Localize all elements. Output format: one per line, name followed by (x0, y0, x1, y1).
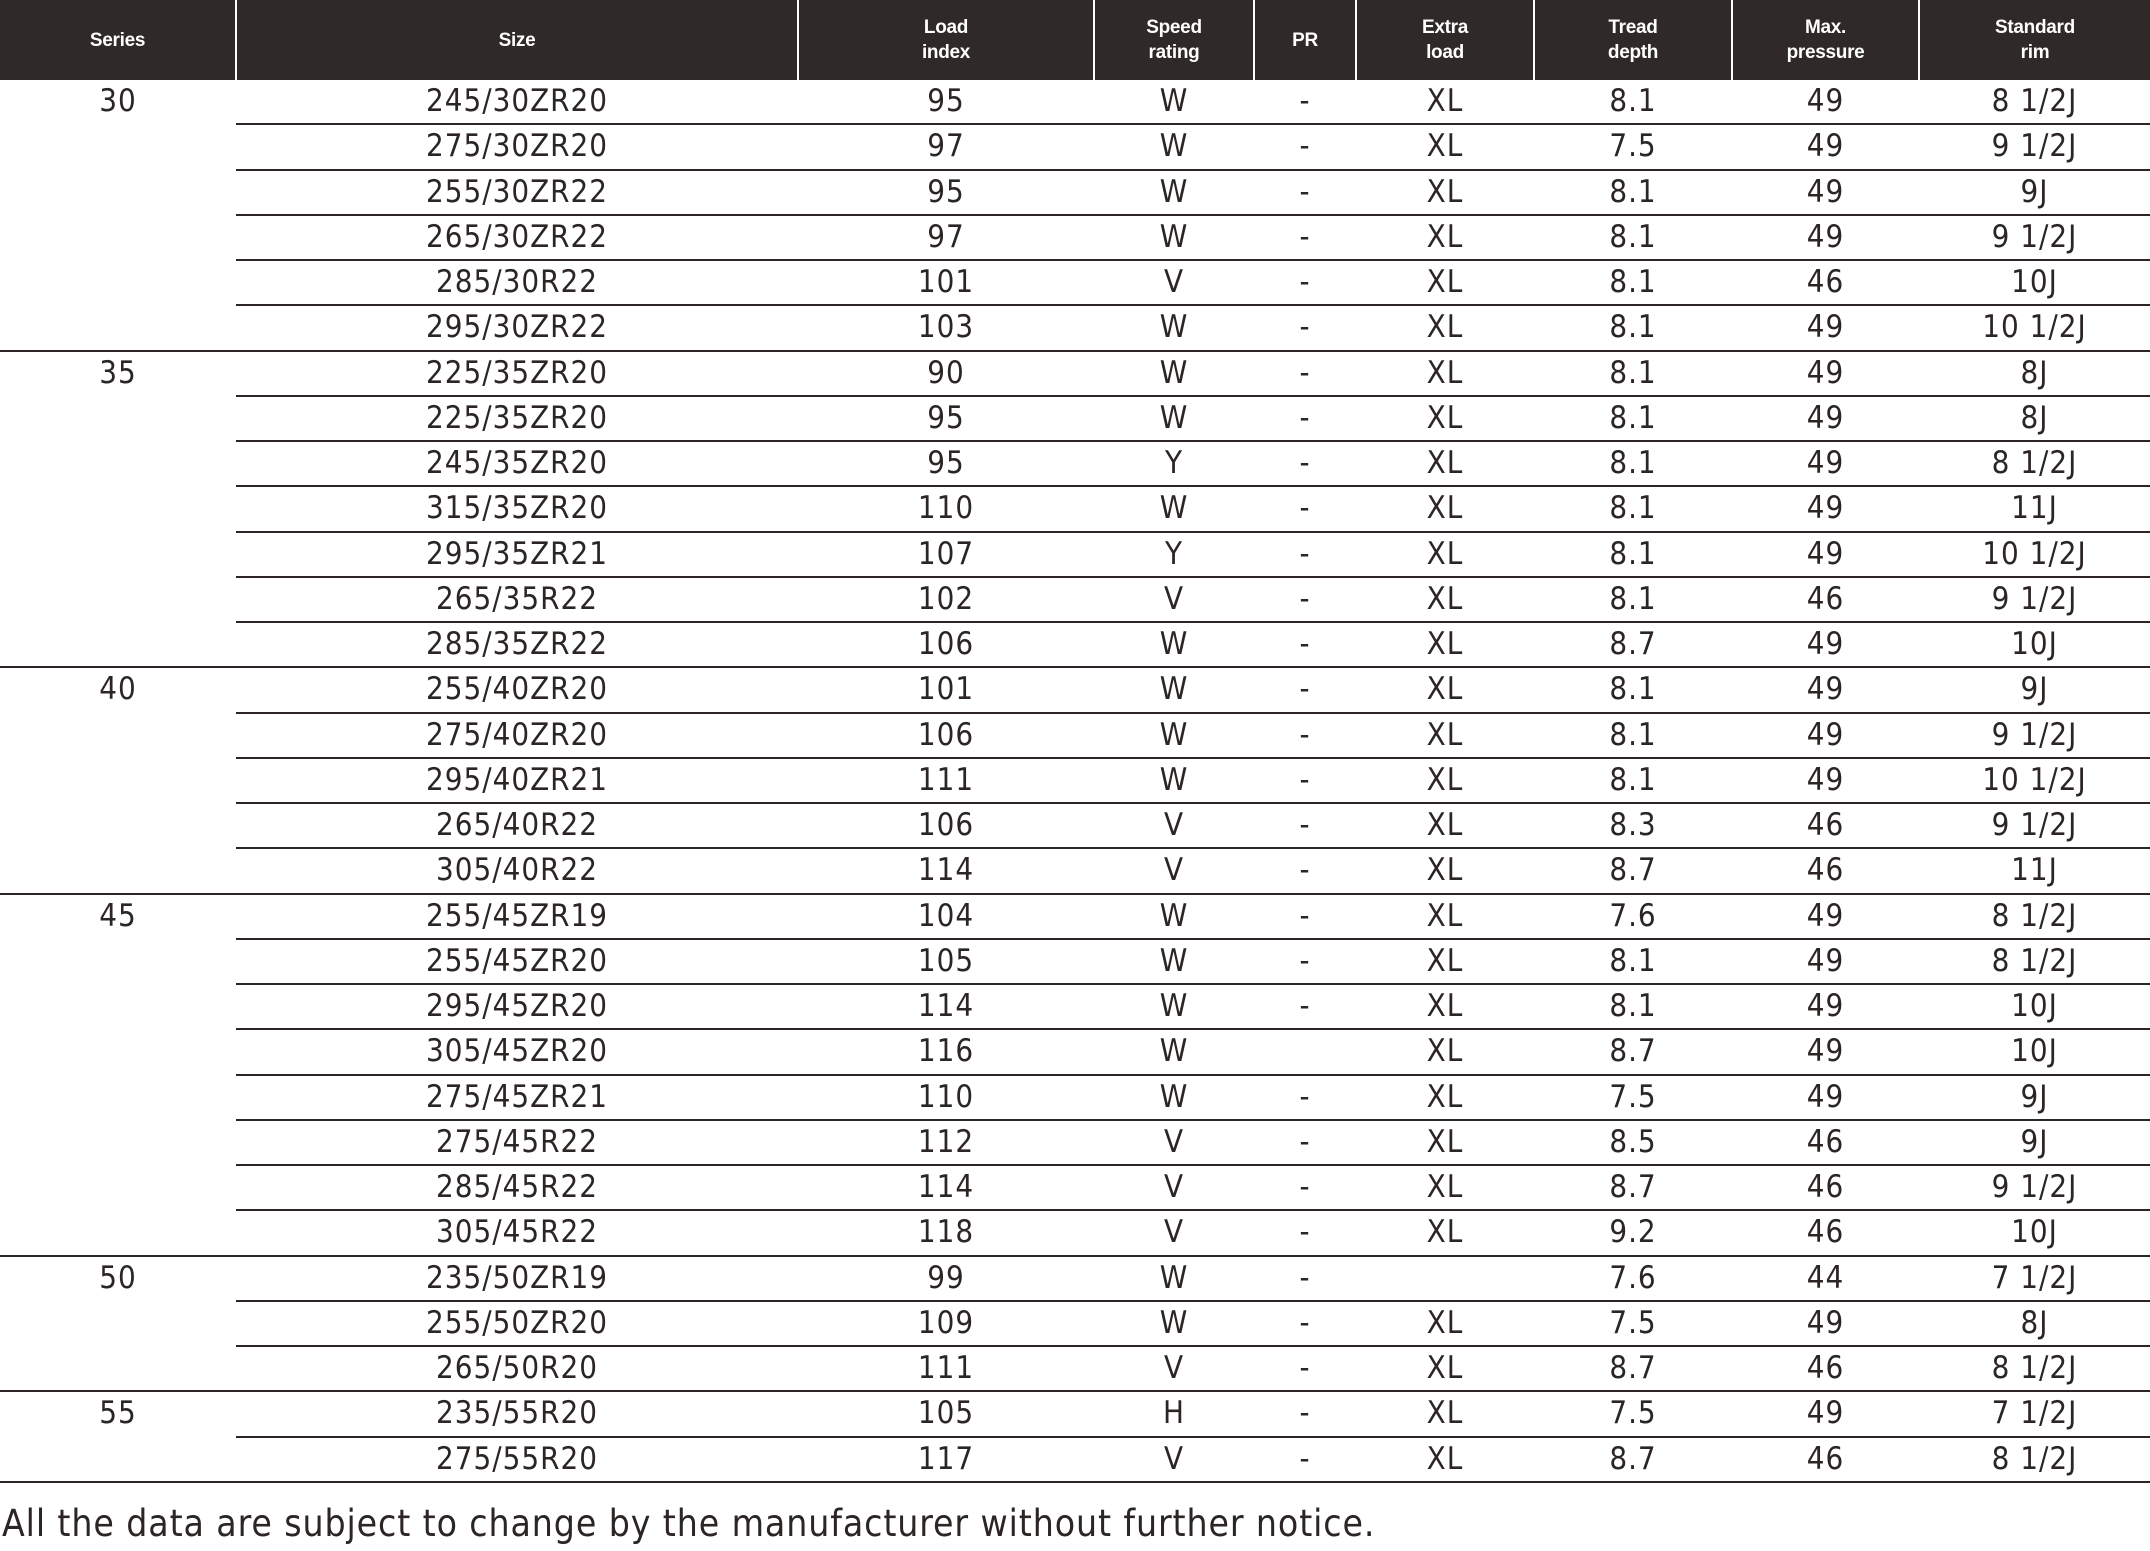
table-row (0, 80, 2150, 124)
table-header (0, 0, 2150, 80)
max-pressure-cell: 49 (1732, 1075, 1919, 1120)
table-row (0, 848, 2150, 893)
speed-rating-cell: V (1094, 848, 1254, 893)
max-pressure-cell: 49 (1732, 622, 1919, 667)
tread-depth-cell: 8.7 (1534, 1029, 1732, 1074)
header-speed-rating: Speed rating (1094, 0, 1254, 80)
load-index-cell: 114 (798, 848, 1094, 893)
pr-cell: - (1254, 1391, 1356, 1436)
standard-rim-cell: 7 1/2J (1919, 1391, 2150, 1436)
extra-load-cell: XL (1356, 1210, 1534, 1255)
extra-load-cell: XL (1356, 803, 1534, 848)
speed-rating-cell: W (1094, 486, 1254, 531)
size-cell: 285/35ZR22 (236, 622, 798, 667)
tread-depth-cell: 7.5 (1534, 1301, 1732, 1346)
size-cell: 275/30ZR20 (236, 124, 798, 169)
tread-depth-cell: 8.1 (1534, 667, 1732, 712)
tread-depth-cell: 7.5 (1534, 1391, 1732, 1436)
pr-cell: - (1254, 396, 1356, 441)
speed-rating-cell: V (1094, 1437, 1254, 1482)
max-pressure-cell: 46 (1732, 1437, 1919, 1482)
table-row (0, 1029, 2150, 1074)
load-index-cell: 110 (798, 1075, 1094, 1120)
tread-depth-cell: 7.5 (1534, 1075, 1732, 1120)
series-cell: 45 (0, 894, 236, 1256)
tread-depth-cell: 8.7 (1534, 1346, 1732, 1391)
standard-rim-cell: 10J (1919, 1029, 2150, 1074)
extra-load-cell: XL (1356, 1075, 1534, 1120)
tread-depth-cell: 7.5 (1534, 124, 1732, 169)
standard-rim-cell: 8 1/2J (1919, 1346, 2150, 1391)
speed-rating-cell: W (1094, 1075, 1254, 1120)
speed-rating-cell: V (1094, 1120, 1254, 1165)
extra-load-cell: XL (1356, 260, 1534, 305)
header-size: Size (236, 0, 798, 80)
standard-rim-cell: 10J (1919, 1210, 2150, 1255)
speed-rating-cell: H (1094, 1391, 1254, 1436)
load-index-cell: 107 (798, 532, 1094, 577)
series-cell: 50 (0, 1256, 236, 1392)
extra-load-cell: XL (1356, 1029, 1534, 1074)
pr-cell: - (1254, 1346, 1356, 1391)
standard-rim-cell: 10J (1919, 260, 2150, 305)
load-index-cell: 95 (798, 441, 1094, 486)
table-row (0, 486, 2150, 531)
table-row (0, 939, 2150, 984)
max-pressure-cell: 46 (1732, 848, 1919, 893)
size-cell: 285/30R22 (236, 260, 798, 305)
speed-rating-cell: Y (1094, 441, 1254, 486)
standard-rim-cell: 10 1/2J (1919, 532, 2150, 577)
table-row (0, 124, 2150, 169)
pr-cell: - (1254, 939, 1356, 984)
standard-rim-cell: 11J (1919, 486, 2150, 531)
pr-cell: - (1254, 441, 1356, 486)
standard-rim-cell: 9 1/2J (1919, 1165, 2150, 1210)
size-cell: 255/45ZR20 (236, 939, 798, 984)
pr-cell: - (1254, 667, 1356, 712)
speed-rating-cell: W (1094, 894, 1254, 939)
pr-cell: - (1254, 848, 1356, 893)
size-cell: 275/40ZR20 (236, 713, 798, 758)
pr-cell: - (1254, 758, 1356, 803)
pr-cell: - (1254, 1437, 1356, 1482)
table-row (0, 984, 2150, 1029)
max-pressure-cell: 46 (1732, 1165, 1919, 1210)
tread-depth-cell: 8.1 (1534, 984, 1732, 1029)
series-cell: 35 (0, 351, 236, 668)
standard-rim-cell: 9 1/2J (1919, 215, 2150, 260)
pr-cell (1254, 1029, 1356, 1074)
speed-rating-cell: W (1094, 170, 1254, 215)
table-row (0, 1165, 2150, 1210)
size-cell: 315/35ZR20 (236, 486, 798, 531)
table-row (0, 894, 2150, 939)
tread-depth-cell: 8.1 (1534, 486, 1732, 531)
extra-load-cell: XL (1356, 667, 1534, 712)
load-index-cell: 95 (798, 396, 1094, 441)
standard-rim-cell: 10 1/2J (1919, 758, 2150, 803)
series-cell: 40 (0, 667, 236, 893)
load-index-cell: 104 (798, 894, 1094, 939)
speed-rating-cell: W (1094, 667, 1254, 712)
load-index-cell: 105 (798, 1391, 1094, 1436)
extra-load-cell: XL (1356, 396, 1534, 441)
standard-rim-cell: 8J (1919, 396, 2150, 441)
size-cell: 225/35ZR20 (236, 396, 798, 441)
standard-rim-cell: 9 1/2J (1919, 803, 2150, 848)
load-index-cell: 112 (798, 1120, 1094, 1165)
extra-load-cell: XL (1356, 1120, 1534, 1165)
load-index-cell: 95 (798, 170, 1094, 215)
max-pressure-cell: 49 (1732, 170, 1919, 215)
size-cell: 305/45R22 (236, 1210, 798, 1255)
standard-rim-cell: 8J (1919, 1301, 2150, 1346)
max-pressure-cell: 49 (1732, 894, 1919, 939)
standard-rim-cell: 9 1/2J (1919, 713, 2150, 758)
tread-depth-cell: 8.1 (1534, 939, 1732, 984)
speed-rating-cell: W (1094, 758, 1254, 803)
size-cell: 265/40R22 (236, 803, 798, 848)
tread-depth-cell: 8.1 (1534, 170, 1732, 215)
standard-rim-cell: 8 1/2J (1919, 894, 2150, 939)
size-cell: 235/50ZR19 (236, 1256, 798, 1301)
size-cell: 245/30ZR20 (236, 80, 798, 124)
extra-load-cell: XL (1356, 577, 1534, 622)
standard-rim-cell: 10J (1919, 984, 2150, 1029)
table-row (0, 1301, 2150, 1346)
max-pressure-cell: 49 (1732, 713, 1919, 758)
max-pressure-cell: 46 (1732, 803, 1919, 848)
speed-rating-cell: W (1094, 1029, 1254, 1074)
table-row (0, 441, 2150, 486)
standard-rim-cell: 8 1/2J (1919, 441, 2150, 486)
tread-depth-cell: 8.1 (1534, 441, 1732, 486)
standard-rim-cell: 9J (1919, 1120, 2150, 1165)
table-row (0, 260, 2150, 305)
standard-rim-cell: 9J (1919, 1075, 2150, 1120)
table-row (0, 713, 2150, 758)
extra-load-cell: XL (1356, 939, 1534, 984)
pr-cell: - (1254, 486, 1356, 531)
pr-cell: - (1254, 1210, 1356, 1255)
extra-load-cell: XL (1356, 1437, 1534, 1482)
speed-rating-cell: W (1094, 984, 1254, 1029)
table-row (0, 758, 2150, 803)
max-pressure-cell: 49 (1732, 939, 1919, 984)
footnote: All the data are subject to change by the manufacturer without further notice. (2, 1502, 1376, 1545)
pr-cell: - (1254, 577, 1356, 622)
load-index-cell: 90 (798, 351, 1094, 396)
load-index-cell: 99 (798, 1256, 1094, 1301)
standard-rim-cell: 10 1/2J (1919, 305, 2150, 350)
max-pressure-cell: 46 (1732, 260, 1919, 305)
extra-load-cell: XL (1356, 848, 1534, 893)
standard-rim-cell: 9J (1919, 170, 2150, 215)
table-row (0, 170, 2150, 215)
size-cell: 275/45ZR21 (236, 1075, 798, 1120)
extra-load-cell: XL (1356, 984, 1534, 1029)
speed-rating-cell: V (1094, 577, 1254, 622)
standard-rim-cell: 8 1/2J (1919, 80, 2150, 124)
header-load-index: Load index (798, 0, 1094, 80)
load-index-cell: 97 (798, 124, 1094, 169)
size-cell: 285/45R22 (236, 1165, 798, 1210)
load-index-cell: 101 (798, 260, 1094, 305)
extra-load-cell: XL (1356, 486, 1534, 531)
table-row (0, 1256, 2150, 1301)
tread-depth-cell: 8.1 (1534, 532, 1732, 577)
pr-cell: - (1254, 984, 1356, 1029)
max-pressure-cell: 46 (1732, 1120, 1919, 1165)
max-pressure-cell: 49 (1732, 758, 1919, 803)
speed-rating-cell: W (1094, 1301, 1254, 1346)
extra-load-cell: XL (1356, 758, 1534, 803)
extra-load-cell: XL (1356, 441, 1534, 486)
pr-cell: - (1254, 80, 1356, 124)
table-row (0, 305, 2150, 350)
load-index-cell: 114 (798, 1165, 1094, 1210)
extra-load-cell: XL (1356, 80, 1534, 124)
pr-cell: - (1254, 260, 1356, 305)
speed-rating-cell: W (1094, 1256, 1254, 1301)
max-pressure-cell: 49 (1732, 351, 1919, 396)
load-index-cell: 111 (798, 758, 1094, 803)
pr-cell: - (1254, 305, 1356, 350)
table-row (0, 622, 2150, 667)
size-cell: 255/50ZR20 (236, 1301, 798, 1346)
size-cell: 295/35ZR21 (236, 532, 798, 577)
tread-depth-cell: 7.6 (1534, 1256, 1732, 1301)
standard-rim-cell: 9J (1919, 667, 2150, 712)
size-cell: 305/40R22 (236, 848, 798, 893)
tread-depth-cell: 8.3 (1534, 803, 1732, 848)
extra-load-cell: XL (1356, 124, 1534, 169)
speed-rating-cell: V (1094, 803, 1254, 848)
size-cell: 265/50R20 (236, 1346, 798, 1391)
speed-rating-cell: V (1094, 260, 1254, 305)
pr-cell: - (1254, 1165, 1356, 1210)
tread-depth-cell: 9.2 (1534, 1210, 1732, 1255)
extra-load-cell: XL (1356, 170, 1534, 215)
extra-load-cell: XL (1356, 1391, 1534, 1436)
load-index-cell: 118 (798, 1210, 1094, 1255)
tread-depth-cell: 8.7 (1534, 622, 1732, 667)
extra-load-cell: XL (1356, 305, 1534, 350)
header-standard-rim: Standard rim (1919, 0, 2150, 80)
tread-depth-cell: 8.7 (1534, 1165, 1732, 1210)
max-pressure-cell: 49 (1732, 124, 1919, 169)
tread-depth-cell: 8.7 (1534, 848, 1732, 893)
extra-load-cell: XL (1356, 1165, 1534, 1210)
standard-rim-cell: 8J (1919, 351, 2150, 396)
max-pressure-cell: 49 (1732, 532, 1919, 577)
pr-cell: - (1254, 1120, 1356, 1165)
load-index-cell: 97 (798, 215, 1094, 260)
tread-depth-cell: 8.1 (1534, 215, 1732, 260)
series-cell: 55 (0, 1391, 236, 1482)
load-index-cell: 101 (798, 667, 1094, 712)
standard-rim-cell: 11J (1919, 848, 2150, 893)
extra-load-cell: XL (1356, 532, 1534, 577)
max-pressure-cell: 46 (1732, 1210, 1919, 1255)
table-row (0, 351, 2150, 396)
pr-cell: - (1254, 803, 1356, 848)
max-pressure-cell: 49 (1732, 215, 1919, 260)
speed-rating-cell: W (1094, 215, 1254, 260)
size-cell: 275/45R22 (236, 1120, 798, 1165)
max-pressure-cell: 49 (1732, 305, 1919, 350)
speed-rating-cell: V (1094, 1165, 1254, 1210)
load-index-cell: 95 (798, 80, 1094, 124)
max-pressure-cell: 49 (1732, 396, 1919, 441)
table-row (0, 532, 2150, 577)
tread-depth-cell: 8.1 (1534, 577, 1732, 622)
extra-load-cell: XL (1356, 215, 1534, 260)
extra-load-cell: XL (1356, 713, 1534, 758)
size-cell: 225/35ZR20 (236, 351, 798, 396)
speed-rating-cell: W (1094, 713, 1254, 758)
extra-load-cell: XL (1356, 894, 1534, 939)
extra-load-cell: XL (1356, 1301, 1534, 1346)
size-cell: 265/35R22 (236, 577, 798, 622)
standard-rim-cell: 8 1/2J (1919, 939, 2150, 984)
header-tread-depth: Tread depth (1534, 0, 1732, 80)
table-row (0, 1120, 2150, 1165)
size-cell: 235/55R20 (236, 1391, 798, 1436)
standard-rim-cell: 7 1/2J (1919, 1256, 2150, 1301)
tread-depth-cell: 8.1 (1534, 260, 1732, 305)
size-cell: 245/35ZR20 (236, 441, 798, 486)
tread-depth-cell: 8.1 (1534, 396, 1732, 441)
speed-rating-cell: V (1094, 1210, 1254, 1255)
table-row (0, 1346, 2150, 1391)
pr-cell: - (1254, 713, 1356, 758)
tread-depth-cell: 8.1 (1534, 305, 1732, 350)
pr-cell: - (1254, 1075, 1356, 1120)
speed-rating-cell: W (1094, 622, 1254, 667)
load-index-cell: 105 (798, 939, 1094, 984)
max-pressure-cell: 44 (1732, 1256, 1919, 1301)
speed-rating-cell: W (1094, 351, 1254, 396)
pr-cell: - (1254, 1256, 1356, 1301)
table-row (0, 1437, 2150, 1482)
load-index-cell: 102 (798, 577, 1094, 622)
extra-load-cell: XL (1356, 1346, 1534, 1391)
pr-cell: - (1254, 215, 1356, 260)
tread-depth-cell: 7.6 (1534, 894, 1732, 939)
table-row (0, 215, 2150, 260)
speed-rating-cell: W (1094, 396, 1254, 441)
load-index-cell: 111 (798, 1346, 1094, 1391)
series-cell: 30 (0, 80, 236, 351)
size-cell: 255/45ZR19 (236, 894, 798, 939)
header-max-pressure: Max. pressure (1732, 0, 1919, 80)
table-row (0, 1075, 2150, 1120)
size-cell: 295/30ZR22 (236, 305, 798, 350)
speed-rating-cell: V (1094, 1346, 1254, 1391)
load-index-cell: 109 (798, 1301, 1094, 1346)
size-cell: 275/55R20 (236, 1437, 798, 1482)
tread-depth-cell: 8.5 (1534, 1120, 1732, 1165)
load-index-cell: 106 (798, 803, 1094, 848)
max-pressure-cell: 46 (1732, 1346, 1919, 1391)
pr-cell: - (1254, 351, 1356, 396)
tread-depth-cell: 8.7 (1534, 1437, 1732, 1482)
header-pr: PR (1254, 0, 1356, 80)
standard-rim-cell: 8 1/2J (1919, 1437, 2150, 1482)
load-index-cell: 110 (798, 486, 1094, 531)
standard-rim-cell: 9 1/2J (1919, 577, 2150, 622)
max-pressure-cell: 49 (1732, 667, 1919, 712)
pr-cell: - (1254, 124, 1356, 169)
max-pressure-cell: 49 (1732, 80, 1919, 124)
pr-cell: - (1254, 622, 1356, 667)
tread-depth-cell: 8.1 (1534, 713, 1732, 758)
max-pressure-cell: 49 (1732, 441, 1919, 486)
table-row (0, 667, 2150, 712)
pr-cell: - (1254, 170, 1356, 215)
speed-rating-cell: W (1094, 80, 1254, 124)
standard-rim-cell: 10J (1919, 622, 2150, 667)
load-index-cell: 116 (798, 1029, 1094, 1074)
table-row (0, 803, 2150, 848)
table-row (0, 396, 2150, 441)
extra-load-cell (1356, 1256, 1534, 1301)
table-row (0, 1210, 2150, 1255)
table-body (0, 80, 2150, 1482)
max-pressure-cell: 49 (1732, 486, 1919, 531)
max-pressure-cell: 49 (1732, 1301, 1919, 1346)
pr-cell: - (1254, 894, 1356, 939)
max-pressure-cell: 46 (1732, 577, 1919, 622)
size-cell: 305/45ZR20 (236, 1029, 798, 1074)
tread-depth-cell: 8.1 (1534, 351, 1732, 396)
load-index-cell: 117 (798, 1437, 1094, 1482)
table-row (0, 577, 2150, 622)
speed-rating-cell: W (1094, 124, 1254, 169)
load-index-cell: 106 (798, 622, 1094, 667)
tread-depth-cell: 8.1 (1534, 80, 1732, 124)
load-index-cell: 103 (798, 305, 1094, 350)
load-index-cell: 106 (798, 713, 1094, 758)
size-cell: 255/40ZR20 (236, 667, 798, 712)
speed-rating-cell: W (1094, 305, 1254, 350)
size-cell: 265/30ZR22 (236, 215, 798, 260)
table-row (0, 1391, 2150, 1436)
speed-rating-cell: Y (1094, 532, 1254, 577)
extra-load-cell: XL (1356, 622, 1534, 667)
max-pressure-cell: 49 (1732, 1391, 1919, 1436)
speed-rating-cell: W (1094, 939, 1254, 984)
max-pressure-cell: 49 (1732, 984, 1919, 1029)
max-pressure-cell: 49 (1732, 1029, 1919, 1074)
size-cell: 255/30ZR22 (236, 170, 798, 215)
standard-rim-cell: 9 1/2J (1919, 124, 2150, 169)
header-extra-load: Extra load (1356, 0, 1534, 80)
extra-load-cell: XL (1356, 351, 1534, 396)
size-cell: 295/45ZR20 (236, 984, 798, 1029)
size-cell: 295/40ZR21 (236, 758, 798, 803)
load-index-cell: 114 (798, 984, 1094, 1029)
pr-cell: - (1254, 532, 1356, 577)
pr-cell: - (1254, 1301, 1356, 1346)
header-series: Series (0, 0, 236, 80)
tread-depth-cell: 8.1 (1534, 758, 1732, 803)
